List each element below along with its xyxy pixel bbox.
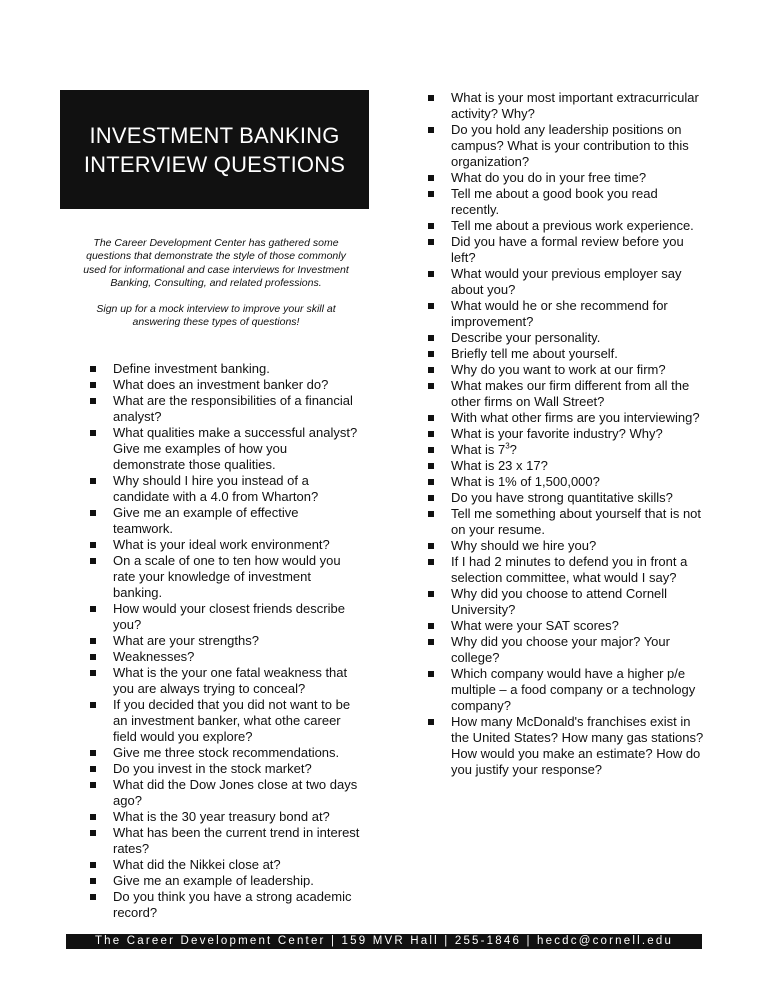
- list-item: How would your closest friends describe you?: [88, 601, 360, 633]
- power-question-exponent: 3: [505, 441, 510, 451]
- footer-contact-bar: The Career Development Center | 159 MVR Hall | 255-1846 | hecdc@cornell.edu: [66, 934, 702, 949]
- list-item: What are your strengths?: [88, 633, 360, 649]
- list-item: Tell me something about yourself that is not on your resume.: [426, 506, 708, 538]
- list-item: Why did you choose to attend Cornell University?: [426, 586, 708, 618]
- list-item: Describe your personality.: [426, 330, 708, 346]
- list-item: Tell me about a previous work experience.: [426, 218, 708, 234]
- list-item: Why do you want to work at our firm?: [426, 362, 708, 378]
- title-line-1: INVESTMENT BANKING: [89, 122, 340, 148]
- power-question-base: What is 7: [451, 442, 506, 457]
- list-item: Do you invest in the stock market?: [88, 761, 360, 777]
- list-item: Define investment banking.: [88, 361, 360, 377]
- list-item: Why did you choose your major? Your college?: [426, 634, 708, 666]
- list-item: What would your previous employer say about you?: [426, 266, 708, 298]
- list-item: Briefly tell me about yourself.: [426, 346, 708, 362]
- list-item: With what other firms are you interviewing?: [426, 410, 708, 426]
- list-item: What is the your one fatal weakness that you are always trying to conceal?: [88, 665, 360, 697]
- title-banner: [60, 90, 369, 209]
- list-item: What is 1% of 1,500,000?: [426, 474, 708, 490]
- list-item: Give me three stock recommendations.: [88, 745, 360, 761]
- list-item: On a scale of one to ten how would you rate your knowledge of investment banking.: [88, 553, 360, 601]
- list-item: If I had 2 minutes to defend you in front a selection committee, what would I say?: [426, 554, 708, 586]
- title-line-2: INTERVIEW QUESTIONS: [83, 151, 346, 177]
- intro-paragraph-1: The Career Development Center has gathered some questions that demonstrate the style of those commonly used for informational and case interviews for Investment Banking, Consulting, and related professions.: [83, 237, 349, 289]
- list-item: Do you have strong quantitative skills?: [426, 490, 708, 506]
- list-item: What were your SAT scores?: [426, 618, 708, 634]
- question-list-right: [426, 90, 708, 778]
- list-item: What is your ideal work environment?: [88, 537, 360, 553]
- list-item: What are the responsibilities of a financial analyst?: [88, 393, 360, 425]
- list-item: What is the 30 year treasury bond at?: [88, 809, 360, 825]
- list-item: Which company would have a higher p/e multiple – a food company or a technology company?: [426, 666, 708, 714]
- list-item: What is 23 x 17?: [426, 458, 708, 474]
- list-item: What has been the current trend in interest rates?: [88, 825, 360, 857]
- list-item: How many McDonald's franchises exist in the United States? How many gas stations? How would you make an estimate? How do you justify your response?: [426, 714, 708, 778]
- list-item: Tell me about a good book you read recently.: [426, 186, 708, 218]
- intro-text: [76, 237, 356, 343]
- list-item: What is your most important extracurricular activity? Why?: [426, 90, 708, 122]
- list-item: Weaknesses?: [88, 649, 360, 665]
- list-item: What do you do in your free time?: [426, 170, 708, 186]
- list-item: What did the Dow Jones close at two days ago?: [88, 777, 360, 809]
- list-item: Do you hold any leadership positions on campus? What is your contribution to this organization?: [426, 122, 708, 170]
- list-item: What is your favorite industry? Why?: [426, 426, 708, 442]
- list-item: Why should I hire you instead of a candidate with a 4.0 from Wharton?: [88, 473, 360, 505]
- list-item: Why should we hire you?: [426, 538, 708, 554]
- list-item: Did you have a formal review before you left?: [426, 234, 708, 266]
- list-item: What would he or she recommend for improvement?: [426, 298, 708, 330]
- list-item: Give me an example of effective teamwork.: [88, 505, 360, 537]
- list-item: Give me an example of leadership.: [88, 873, 360, 889]
- list-item: What did the Nikkei close at?: [88, 857, 360, 873]
- list-item: What makes our firm different from all the other firms on Wall Street?: [426, 378, 708, 410]
- list-item: If you decided that you did not want to be an investment banker, what othe career field would you explore?: [88, 697, 360, 745]
- list-item: What qualities make a successful analyst? Give me examples of how you demonstrate those qualities.: [88, 425, 360, 473]
- power-question-suffix: ?: [509, 442, 517, 457]
- list-item: Do you think you have a strong academic record?: [88, 889, 360, 921]
- intro-paragraph-2: Sign up for a mock interview to improve your skill at answering these types of questions!: [96, 303, 336, 329]
- list-item: What does an investment banker do?: [88, 377, 360, 393]
- list-item: [426, 442, 708, 458]
- question-list-left: [88, 361, 360, 921]
